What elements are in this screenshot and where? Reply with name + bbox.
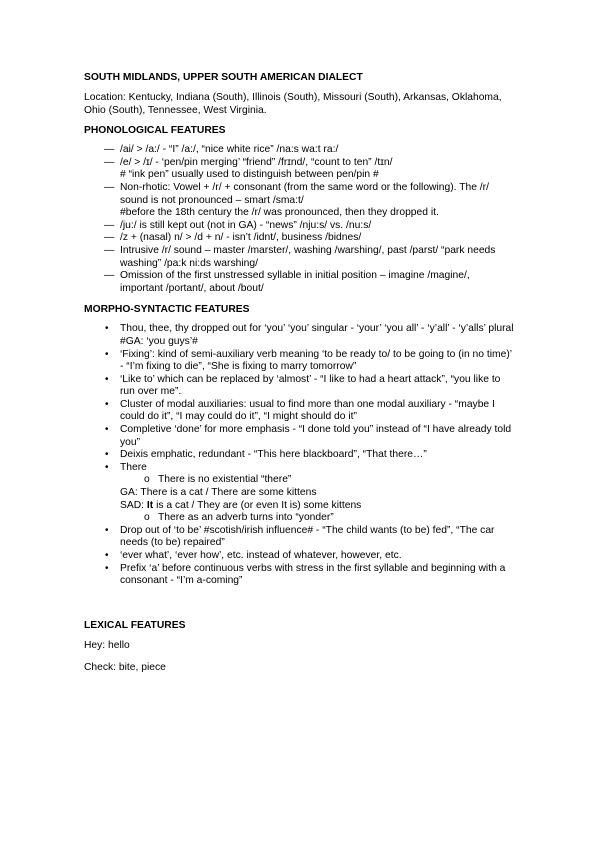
there-sad-line: SAD: It is a cat / They are (or even It is) some kittens [120,499,362,511]
phonological-item: — Intrusive /r/ sound – master /marster/, washing /warshing/, past /parst/ “park needs washing” /pa:k ni:ds warshing/ [104,244,496,269]
phonological-item: — Non-rhotic: Vowel + /r/ + consonant (from the same word or the following). The /r/ sound is not pronounced – smart /sma:t/ #before the 18th century the /r/ was pronounced, then they dropped it. [104,181,489,219]
dot-bullet: • [105,461,109,473]
dash-bullet: — [104,144,115,156]
morpho-syntactic-heading: MORPHO-SYNTACTIC FEATURES [84,304,250,316]
dot-bullet: • [105,373,109,385]
dot-bullet: • [105,562,109,574]
dot-bullet: • [105,348,109,360]
morpho-item: • Completive ‘done’ for more emphasis - “I done told you” instead of “I have already told you” [105,424,512,448]
morpho-item: • Deixis emphatic, redundant - “This here blackboard”, “That there…” [105,449,427,461]
location-paragraph: Location: Kentucky, Indiana (South), Illinois (South), Missouri (South), Arkansas, Oklahoma, Ohio (South), Tennessee, West Virginia. [84,92,502,116]
lexical-heading: LEXICAL FEATURES [84,619,186,631]
dot-bullet: • [105,424,109,436]
morpho-syntactic-list-continued [84,525,514,588]
dash-bullet: — [104,219,115,231]
morpho-item: • Drop out of ‘to be’ #scotish/irish influence# - “The child wants (to be) fed”, “The car needs (to be) repaired” [105,524,495,549]
morpho-item: • ‘ever what’, ‘ever how’, etc. instead of whatever, however, etc. [105,550,402,561]
phonological-item: — /ai/ > /a:/ - “I” /a:/, “nice white rice” /na:s wa:t ra:/ [104,144,339,156]
phonological-item: — /e/ > /ɪ/ - ‘pen/pin merging’ “friend” /frɪnd/, “count to ten” /tɪn/ # “ink pen” usually used to distinguish between pen/pin # [104,156,393,181]
dash-bullet: — [104,232,115,244]
document-title: SOUTH MIDLANDS, UPPER SOUTH AMERICAN DIALECT [84,72,363,83]
dot-bullet: • [105,550,109,561]
lexical-item: Check: bite, piece [84,662,166,674]
dot-bullet: • [105,524,109,536]
morpho-item: • Prefix ‘a’ before continuous verbs with stress in the first syllable and beginning with a consonant - “I’m a-coming” [105,562,506,587]
there-subitem: o There as an adverb turns into “yonder” [144,512,334,524]
circle-bullet: o [144,474,150,486]
morpho-item: • There [105,461,147,473]
dot-bullet: • [105,323,109,335]
dash-bullet: — [104,270,115,282]
phonological-item: — Omission of the first unstressed syllable in initial position – imagine /magine/, important /portant/, about /bout/ [104,270,470,294]
morpho-syntactic-list [84,323,514,474]
dot-bullet: • [105,398,109,410]
dot-bullet: • [105,449,109,461]
dash-bullet: — [104,156,115,168]
morpho-item: • Thou, thee, thy dropped out for ‘you’ ‘you’ singular - ‘your’ ‘you all’ - ‘y’all’ - ‘y’alls’ plural #GA: ‘you guys’# [105,323,514,347]
morpho-item: • ‘Fixing’: kind of semi-auxiliary verb meaning ‘to be ready to/ to be going to (in no time)’ - “I’m fixing to die”, “She is fixing to marry tomorrow” [105,348,512,373]
document-content [84,71,514,675]
phonological-heading: PHONOLOGICAL FEATURES [84,125,226,137]
there-subitem: o There is no existential “there” [144,474,292,486]
morpho-item: • ‘Like to’ which can be replaced by ‘almost’ - “I like to had a heart attack”, “you like to run over me”. [105,373,501,398]
there-ga-line: GA: There is a cat / There are some kittens [120,487,317,499]
circle-bullet: o [144,512,150,524]
morpho-item: • Cluster of modal auxiliaries: usual to find more than one modal auxiliary - “maybe I could do it”, “I may could do it”, “I might should do it” [105,398,495,423]
phonological-item: — /z + (nasal) n/ > /d + n/ - isn’t /idnt/, business /bidnes/ [104,232,362,244]
dash-bullet: — [104,244,115,256]
phonological-item: — /ju:/ is still kept out (not in GA) - “news” /nju:s/ vs. /nu:s/ [104,219,372,231]
dash-bullet: — [104,181,115,193]
lexical-item: Hey: hello [84,639,130,651]
phonological-list [84,144,514,295]
